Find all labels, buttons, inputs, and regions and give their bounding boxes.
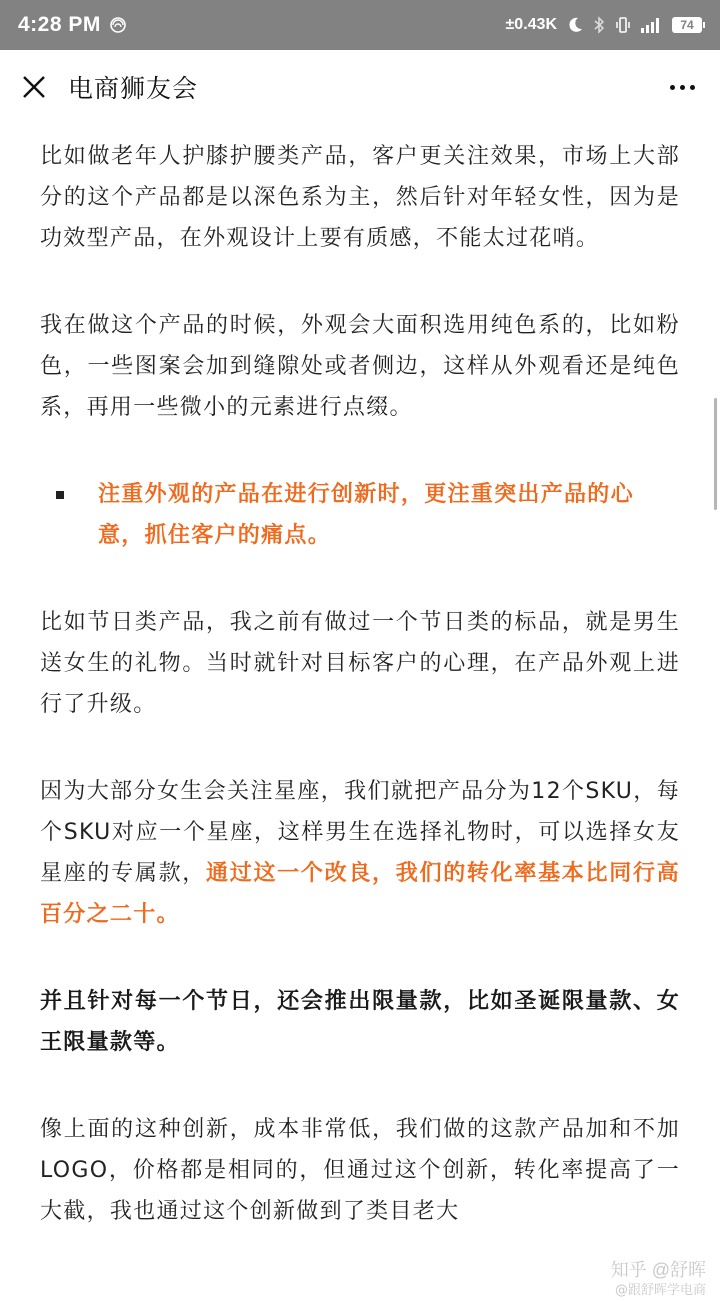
close-button[interactable] — [20, 73, 48, 101]
article-paragraph-5: 并且针对每一个节日，还会推出限量款，比如圣诞限量款、女王限量款等。 — [40, 989, 680, 1055]
status-bar — [0, 0, 720, 50]
cell-signal-icon — [641, 17, 663, 33]
more-icon-dot — [670, 85, 675, 90]
signal-swirl-icon — [109, 16, 127, 34]
article-paragraph-6: 像上面的这种创新，成本非常低，我们做的这款产品加和不加LOGO，价格都是相同的，但通过这个创新，转化率提高了一大截，我也通过这个创新做到了类目老大 — [40, 1117, 680, 1224]
article-bullet — [56, 474, 680, 556]
status-time: 4:28 PM — [18, 13, 101, 36]
nav-bar — [0, 50, 720, 124]
scrollbar[interactable] — [714, 398, 717, 510]
bullet-square-icon — [56, 491, 64, 499]
bullet-highlight-text: 注重外观的产品在进行创新时，更注重突出产品的心意，抓住客户的痛点。 — [98, 482, 634, 548]
more-icon-dot — [690, 85, 695, 90]
network-speed: ±0.43K — [505, 16, 557, 33]
page-title: 电商狮友会 — [68, 74, 199, 103]
watermark-sub: @跟舒晖学电商 — [614, 1283, 706, 1298]
article-body — [40, 136, 680, 1232]
more-button[interactable] — [664, 73, 700, 101]
status-right-group — [506, 16, 702, 34]
watermark: 知乎 @舒晖 — [610, 1260, 706, 1280]
battery-icon: 74 — [672, 17, 702, 33]
bluetooth-icon — [593, 16, 605, 34]
article-paragraph-1: 比如做老年人护膝护腰类产品，客户更关注效果，市场上大部分的这个产品都是以深色系为主，然后针对年轻女性，因为是功效型产品，在外观设计上要有质感，不能太过花哨。 — [40, 144, 680, 251]
article-paragraph-3: 比如节日类产品，我之前有做过一个节日类的标品，就是男生送女生的礼物。当时就针对目标客户的心理，在产品外观上进行了升级。 — [40, 610, 680, 717]
close-icon — [22, 75, 46, 99]
paragraph-4-text: 因为大部分女生会关注星座，我们就把产品分为12个SKU，每个SKU对应一个星座，这样男生在选择礼物时，可以选择女友星座的专属款， — [40, 779, 680, 886]
more-icon-dot — [680, 85, 685, 90]
article-paragraph-4 — [40, 771, 680, 935]
article-paragraph-2: 我在做这个产品的时候，外观会大面积选用纯色系的，比如粉色，一些图案会加到缝隙处或者侧边，这样从外观看还是纯色系，再用一些微小的元素进行点缀。 — [40, 313, 680, 420]
vibrate-icon — [614, 16, 632, 34]
moon-icon — [566, 16, 584, 34]
paragraph-4-highlight: 通过这一个改良，我们的转化率基本比同行高百分之二十。 — [40, 861, 680, 927]
